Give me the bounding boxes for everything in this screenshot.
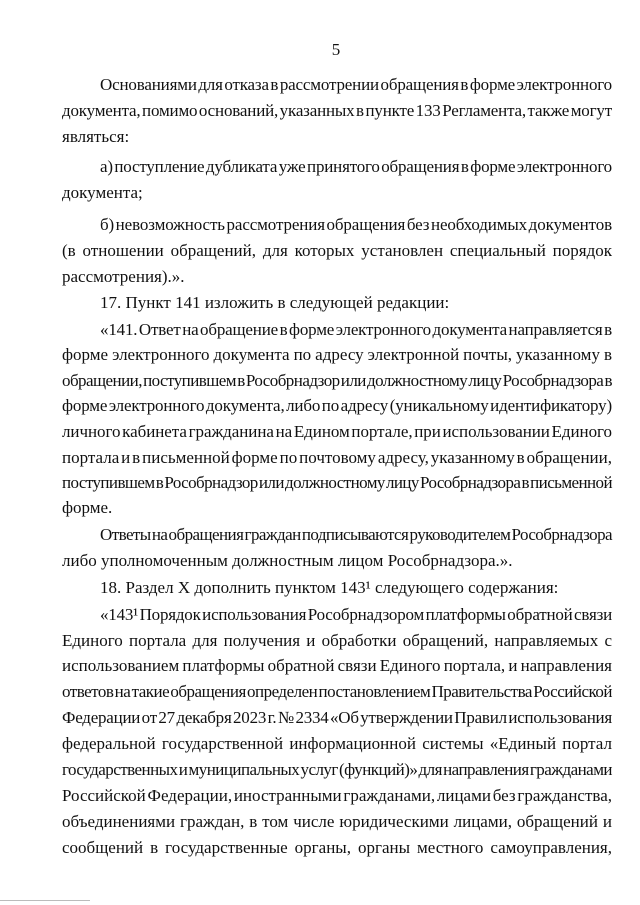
page-number: 5 xyxy=(331,40,341,59)
text-line: «143¹ Порядок использования Рособрнадзором платформы обратной связи xyxy=(100,605,612,624)
text-line: личного кабинета гражданина на Едином портале, при использовании Единого xyxy=(62,422,612,441)
text-line: Основаниями для отказа в рассмотрении обращения в форме электронного xyxy=(100,75,612,94)
text-line: форме электронного документа по адресу электронной почты, указанному в xyxy=(62,345,612,364)
text-line: документа; xyxy=(62,183,143,202)
text-line: ответов на такие обращения определен постановлением Правительства Российской xyxy=(62,682,612,701)
text-line: Единого портала для получения и обработки обращений, направляемых с xyxy=(62,631,612,650)
text-line: сообщений в государственные органы, органы местного самоуправления, xyxy=(62,838,612,857)
text-line: поступившем в Рособрнадзор или должностному лицу Рособрнадзора в письменной xyxy=(62,473,612,492)
text-line: объединениями граждан, в том числе юридическими лицами, обращений и xyxy=(62,812,612,831)
text-line: документа, помимо оснований, указанных в пункте 133 Регламента, также могут xyxy=(62,101,612,120)
text-line: (в отношении обращений, для которых установлен специальный порядок xyxy=(62,241,612,260)
text-line: форме электронного документа, либо по адресу (уникальному идентификатору) xyxy=(62,396,612,415)
text-line: либо уполномоченным должностным лицом Рособрнадзора.». xyxy=(62,551,513,570)
text-line: форме. xyxy=(62,498,113,517)
footer-rule xyxy=(0,900,90,901)
text-line: использованием платформы обратной связи Единого портала, и направления xyxy=(62,656,612,675)
text-line: рассмотрения).». xyxy=(62,267,185,286)
text-line: Ответы на обращения граждан подписываются руководителем Рособрнадзора xyxy=(100,525,612,544)
text-line: обращении, поступившем в Рособрнадзор или должностному лицу Рособрнадзора в xyxy=(62,371,612,390)
text-line: портала и в письменной форме по почтовому адресу, указанному в обращении, xyxy=(62,448,612,467)
text-line: б) невозможность рассмотрения обращения без необходимых документов xyxy=(100,215,612,234)
text-line: федеральной государственной информационной системы «Единый портал xyxy=(62,734,612,753)
text-line: «141. Ответ на обращение в форме электронного документа направляется в xyxy=(100,320,612,339)
text-line: Российской Федерации, иностранными гражданами, лицами без гражданства, xyxy=(62,786,612,805)
text-line: 18. Раздел X дополнить пунктом 143¹ следующего содержания: xyxy=(100,578,559,597)
text-line: государственных и муниципальных услуг (функций)» для направления гражданами xyxy=(62,760,612,779)
text-line: 17. Пункт 141 изложить в следующей редакции: xyxy=(100,293,450,312)
text-line: Федерации от 27 декабря 2023 г. № 2334 «Об утверждении Правил использования xyxy=(62,708,612,727)
text-line: являться: xyxy=(62,127,130,146)
text-line: а) поступление дубликата уже принятого обращения в форме электронного xyxy=(100,157,612,176)
